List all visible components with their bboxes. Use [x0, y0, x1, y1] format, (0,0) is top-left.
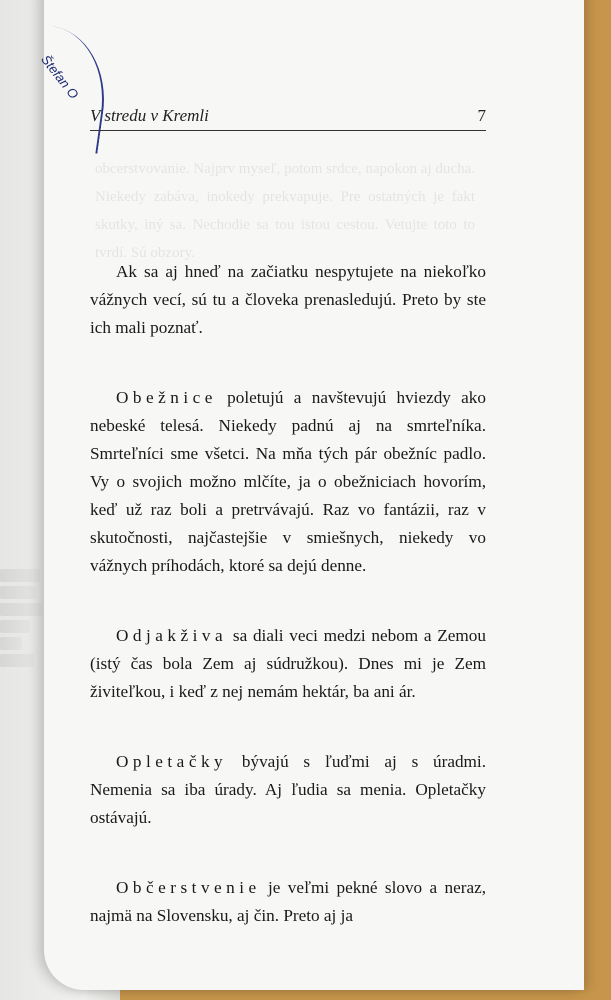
paragraph-opletacky [90, 748, 486, 832]
author-tab-label: Štefan O [38, 52, 82, 102]
paragraph-text: sa diali veci medzi nebom a Zemou (istý čas bola Zem aj súdružkou). Dnes mi je Zem živiteľkou, i keď z nej nemám hektár, ba ani ár. [90, 626, 486, 701]
chapter-title: V stredu v Kremli [90, 106, 209, 125]
running-head [90, 102, 486, 131]
paragraph-text: bývajú s ľuďmi aj s úradmi. Nemenia sa iba úrady. Aj ľudia sa menia. Opletačky ostávajú. [90, 752, 486, 827]
spaced-lead-word: Opletačky [116, 752, 228, 771]
page-number: 7 [477, 106, 486, 125]
paragraph-odjakziva [90, 622, 486, 706]
paragraph-intro [90, 258, 486, 342]
spaced-lead-word: Obežnice [116, 388, 217, 407]
paragraph-obeznice [90, 384, 486, 580]
paragraph-text: je veľmi pekné slovo a neraz, najmä na Slovensku, aj čin. Preto aj ja [90, 878, 486, 925]
main-text [90, 258, 486, 930]
paragraph-text: poletujú a navštevujú hviezdy ako nebeské telesá. Niekedy padnú aj na smrteľníka. Smrteľníci sme všetci. Na mňa tých pár obežníc padlo. Vy o svojich možno mlčíte, ja o obežniciach hovorím, keď už raz boli a pretrvávajú. Raz vo fantázii, raz v skutočnosti, najčastejšie v smiešnych, niekedy vo vážnych príhodách, ktoré sa dejú denne. [90, 388, 486, 575]
spaced-lead-word: Odjakživa [116, 626, 228, 645]
spaced-lead-word: Občerstvenie [116, 878, 261, 897]
facing-page-text [0, 565, 45, 695]
paragraph-obcerstvenie [90, 874, 486, 930]
paragraph-text: Ak sa aj hneď na začiatku nespytujete na niekoľko vážnych vecí, sú tu a človeka prenasledujú. Preto by ste ich mali poznať. [90, 262, 486, 337]
